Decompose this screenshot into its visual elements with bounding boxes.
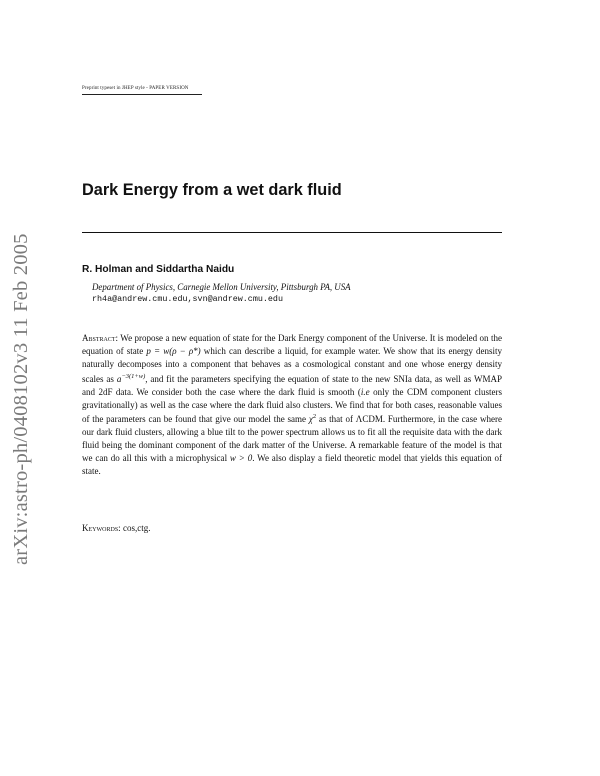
abstract-text: We propose a new equation of state for the Dark Energy component of the Universe. It is modeled on the equation of state bbox=[82, 333, 502, 356]
chi-symbol: χ bbox=[308, 414, 313, 425]
chi-exponent: 2 bbox=[312, 413, 317, 421]
arxiv-identifier-stamp: arXiv:astro-ph/0408102v3 11 Feb 2005 bbox=[10, 233, 32, 565]
affiliation: Department of Physics, Carnegie Mellon University, Pittsburgh PA, USA bbox=[92, 282, 351, 292]
preprint-header: Preprint typeset in JHEP style - PAPER VERSION bbox=[82, 86, 189, 91]
w-condition: w > 0 bbox=[229, 453, 253, 464]
abstract-text: only the CDM component clusters gravitationally) as well as the case where the dark fluid also clusters. We find that for both cases, reasonable values of the parameters can be found that give our model the same bbox=[82, 386, 503, 425]
preprint-rule bbox=[82, 94, 202, 95]
author-emails[interactable]: rh4a@andrew.cmu.edu,svn@andrew.cmu.edu bbox=[92, 294, 283, 304]
paper-title: Dark Energy from a wet dark fluid bbox=[82, 181, 342, 199]
scale-factor-exponent: −3(1+w) bbox=[121, 372, 146, 380]
abstract-text: . We also display a field theoretic model that yields this equation of state. bbox=[82, 453, 502, 477]
abstract bbox=[82, 332, 502, 478]
abstract-text: , and fit the parameters specifying the equation of state to the new SNIa data, as well as WMAP and 2dF data. We consider both the case where the dark fluid is smooth ( bbox=[82, 373, 502, 397]
equation-of-state: p = w(ρ − ρ*) bbox=[146, 345, 201, 356]
scale-factor-symbol: a bbox=[116, 373, 122, 384]
abstract-text: which can describe a liquid, for example water. We show that its energy density naturally decomposes into a component that behaves as a cosmological constant and one whose energy density scales as bbox=[82, 345, 503, 384]
ie-abbreviation: i.e bbox=[360, 386, 370, 397]
keywords-value: cos,ctg. bbox=[120, 523, 151, 533]
keywords-label: Keywords: bbox=[82, 523, 121, 533]
abstract-text: as that of ΛCDM. Furthermore, in the case where our dark fluid clusters, allowing a blue tilt to the power spectrum allows us to fit all the requisite data with the dark fluid being the dominant component of the dark matter of the Universe. A remarkable feature of the model is that we can do all this with a microphysical bbox=[82, 414, 502, 464]
keywords bbox=[82, 523, 150, 533]
author-list: R. Holman and Siddartha Naidu bbox=[82, 264, 235, 275]
title-rule bbox=[82, 232, 502, 233]
abstract-label: Abstract: bbox=[82, 333, 119, 343]
